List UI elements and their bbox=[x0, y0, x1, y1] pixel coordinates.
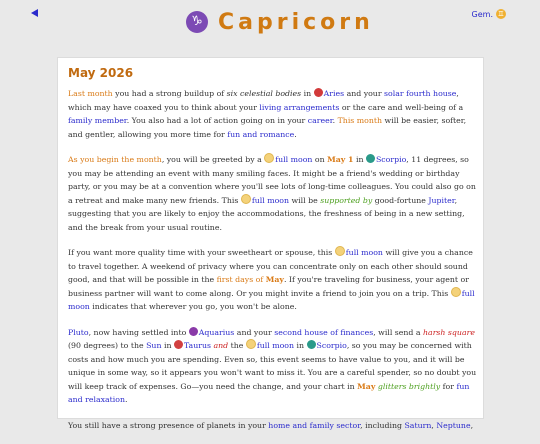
text: and your bbox=[344, 89, 385, 98]
paragraph-3 bbox=[68, 246, 477, 314]
text: or the care and well-being of a bbox=[339, 102, 464, 112]
full-moon-link[interactable]: full moon bbox=[256, 341, 295, 350]
text: , bbox=[470, 420, 474, 430]
paragraph-1 bbox=[68, 87, 477, 141]
begin-month-term: As you begin the month bbox=[68, 155, 162, 164]
text: will give you a chance to travel together. A weekend of privacy where you can concentrate only on each other should sound good, and that will be possible in the bbox=[68, 248, 473, 284]
text: , suggesting that you are likely to enjoy the accommodations, the freshness of being in a new setting, and the break from your usual routine. bbox=[68, 195, 465, 232]
text: and your bbox=[234, 327, 275, 337]
paragraph-4 bbox=[68, 326, 477, 407]
and-term: and bbox=[210, 341, 229, 350]
sun-link[interactable]: Sun bbox=[146, 341, 162, 350]
forecast-content bbox=[68, 66, 477, 444]
top-bar bbox=[0, 0, 540, 44]
text: , including bbox=[360, 420, 405, 430]
forecast-panel bbox=[57, 57, 484, 430]
sign-header bbox=[186, 8, 374, 36]
full-moon-icon bbox=[241, 194, 251, 204]
text: , which may have coaxed you to think about your bbox=[68, 89, 459, 112]
date-term: May 1 bbox=[327, 155, 354, 164]
text: will be easier, softer, and gentler, allowing you more time for bbox=[68, 116, 467, 139]
text: , bbox=[431, 420, 437, 430]
supported-by-term: supported by bbox=[320, 195, 373, 205]
second-house-link[interactable]: second house of finances bbox=[274, 327, 374, 337]
text: good-fortune bbox=[372, 195, 429, 205]
capricorn-icon: ♑ bbox=[186, 11, 208, 33]
text: in bbox=[301, 89, 314, 98]
text: the bbox=[228, 341, 246, 350]
full-moon-link[interactable]: full moon bbox=[251, 195, 290, 205]
fun-romance-link[interactable]: fun and romance bbox=[227, 129, 295, 139]
full-moon-icon bbox=[451, 287, 461, 297]
first-days-term: first days of bbox=[216, 275, 266, 284]
full-moon-icon bbox=[264, 153, 274, 163]
text: (90 degrees) to the bbox=[68, 341, 147, 350]
text: , 11 degrees, so you may be attending an event with many smiling faces. It might be a friend's wedding or birthday party, or you may be at a convention where you'll see lots of long-time colleagues. You could also go on a retreat and make many new friends. This bbox=[68, 155, 476, 205]
fun-relaxation-link[interactable]: fun and relaxation bbox=[68, 381, 470, 404]
glitters-term: glitters brightly bbox=[375, 381, 441, 391]
text: on bbox=[312, 155, 328, 164]
gemini-icon[interactable]: ♊ bbox=[497, 10, 505, 18]
text: indicates that wherever you go, you won't be alone. bbox=[89, 302, 297, 311]
jupiter-link[interactable]: Jupiter bbox=[428, 195, 455, 205]
aries-icon bbox=[314, 88, 323, 97]
home-family-link[interactable]: home and family sector bbox=[268, 420, 361, 430]
text: , now having settled into bbox=[88, 327, 189, 337]
taurus-icon bbox=[174, 340, 183, 349]
neptune-link[interactable]: Neptune bbox=[436, 420, 471, 430]
text: . bbox=[125, 395, 128, 404]
text: You still have a strong presence of planets in your bbox=[68, 420, 269, 430]
pluto-link[interactable]: Pluto bbox=[68, 327, 89, 337]
family-member-link[interactable]: family member bbox=[68, 116, 127, 125]
month-heading: May 2026 bbox=[68, 66, 134, 80]
saturn-link[interactable]: Saturn bbox=[404, 420, 432, 430]
page-title: Capricorn bbox=[218, 9, 374, 35]
text: . bbox=[332, 116, 338, 125]
full-moon-icon bbox=[335, 246, 345, 256]
aquarius-icon bbox=[189, 327, 198, 336]
fourth-house-link[interactable]: solar fourth house bbox=[384, 89, 457, 98]
text: in bbox=[353, 155, 366, 164]
aries-link[interactable]: Aries bbox=[323, 89, 345, 98]
this-month-term: This month bbox=[337, 116, 383, 125]
text: . You also had a lot of action going on in your bbox=[126, 116, 308, 125]
back-arrow-icon[interactable] bbox=[31, 9, 38, 17]
text: you had a strong buildup of bbox=[112, 89, 227, 98]
may-term: May bbox=[265, 275, 284, 284]
text: If you want more quality time with your sweetheart or spouse, this bbox=[68, 248, 335, 257]
may-term: May bbox=[357, 381, 376, 391]
last-month-term: Last month bbox=[68, 89, 113, 98]
scorpio-icon bbox=[307, 340, 316, 349]
text: in bbox=[294, 341, 307, 350]
scorpio-link[interactable]: Scorpio bbox=[375, 155, 407, 164]
text: . bbox=[294, 129, 297, 139]
text: , so you may be concerned with costs and how much you are spending. Even so, this event seems to have value to you, and it will be unique in some way, so it appears you won't want to miss it. You are a careful spender, so no doubt you will keep track of expenses. Go—you need the change, and your chart in bbox=[68, 341, 477, 391]
text: for bbox=[440, 381, 457, 391]
scorpio-link[interactable]: Scorpio bbox=[316, 341, 347, 350]
next-sign-label[interactable]: Gem. bbox=[471, 9, 493, 19]
career-link[interactable]: career bbox=[307, 116, 333, 125]
full-moon-icon bbox=[246, 339, 256, 349]
text: , you will be greeted by a bbox=[161, 155, 265, 164]
full-moon-link[interactable]: full moon bbox=[68, 288, 475, 311]
text: will be bbox=[289, 195, 321, 205]
aquarius-link[interactable]: Aquarius bbox=[198, 327, 235, 337]
taurus-link[interactable]: Taurus bbox=[183, 341, 211, 350]
living-arrangements-link[interactable]: living arrangements bbox=[259, 102, 340, 112]
paragraph-2 bbox=[68, 153, 477, 234]
paragraph-5 bbox=[68, 419, 477, 433]
text: in bbox=[161, 341, 174, 350]
full-moon-link[interactable]: full moon bbox=[345, 248, 383, 257]
text: , will send a bbox=[373, 327, 424, 337]
full-moon-link[interactable]: full moon bbox=[275, 155, 313, 164]
scorpio-icon bbox=[366, 154, 375, 163]
celestial-bodies-term: six celestial bodies bbox=[226, 89, 302, 98]
next-sign-link[interactable] bbox=[472, 9, 506, 19]
text: . If you're traveling for business, your agent or business partner will want to come along. Or you might invite a friend to join you on a trip. This bbox=[68, 275, 469, 298]
harsh-square-term: harsh square bbox=[423, 327, 475, 337]
